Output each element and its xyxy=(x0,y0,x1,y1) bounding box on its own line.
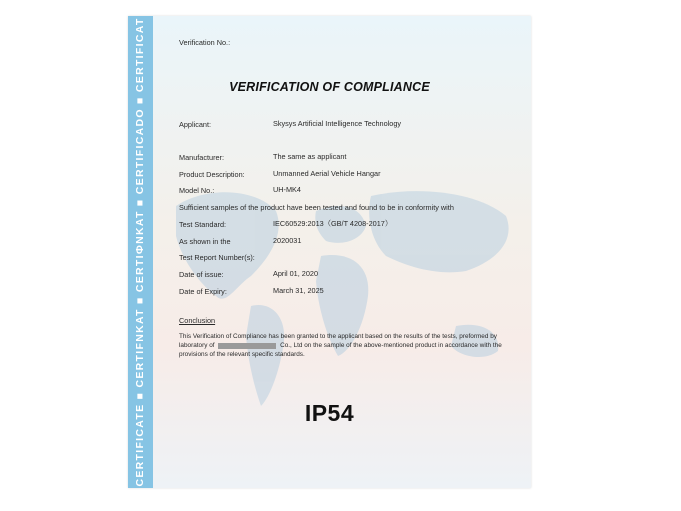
shown-in-label: As shown in the xyxy=(179,237,231,246)
ip-rating: IP54 xyxy=(304,400,355,426)
redaction-bar xyxy=(218,343,276,349)
test-report-label: Test Report Number(s): xyxy=(179,253,255,262)
verification-number-label: Verification No.: xyxy=(179,38,231,47)
test-standard-value: IEC60529:2013（GB/T 4208-2017） xyxy=(273,219,393,228)
manufacturer-label: Manufacturer: xyxy=(179,153,225,162)
date-of-issue-value: April 01, 2020 xyxy=(273,269,319,278)
date-of-issue-label: Date of issue: xyxy=(179,270,224,279)
model-value: UH-MK4 xyxy=(273,185,301,194)
strip-text: CERTIFICATE ■ CERTIFNKAT ■ CERTIФNKAT ■ CERTIFICADO ■ CERTIFICAT xyxy=(134,17,146,487)
manufacturer-value: The same as applicant xyxy=(273,152,347,161)
date-of-expiry-value: March 31, 2025 xyxy=(273,286,324,295)
page-title: VERIFICATION OF COMPLIANCE xyxy=(229,80,430,94)
conclusion-paragraph xyxy=(179,332,521,360)
applicant-label: Applicant: xyxy=(179,120,212,129)
conclusion-heading: Conclusion xyxy=(179,316,216,325)
product-description-label: Product Description: xyxy=(179,170,245,179)
certificate xyxy=(128,16,531,488)
conclusion-text-part2: Co., Ltd on the sample of the above-mentioned product in accordance with the provisions of the relevant specific standards. xyxy=(179,342,502,359)
product-description-value: Unmanned Aerial Vehicle Hangar xyxy=(273,169,381,178)
model-label: Model No.: xyxy=(179,186,215,195)
applicant-value: Skysys Artificial Intelligence Technology xyxy=(273,119,402,128)
test-standard-label: Test Standard: xyxy=(179,220,227,229)
sufficient-samples-text: Sufficient samples of the product have been tested and found to be in conformity with xyxy=(179,203,454,212)
conclusion-text-part1: This Verification of Compliance has been granted to the applicant based on the results of the tests, preformed by laboratory of xyxy=(179,333,497,350)
date-of-expiry-label: Date of Expiry: xyxy=(179,287,227,296)
shown-in-value: 2020031 xyxy=(273,236,302,245)
